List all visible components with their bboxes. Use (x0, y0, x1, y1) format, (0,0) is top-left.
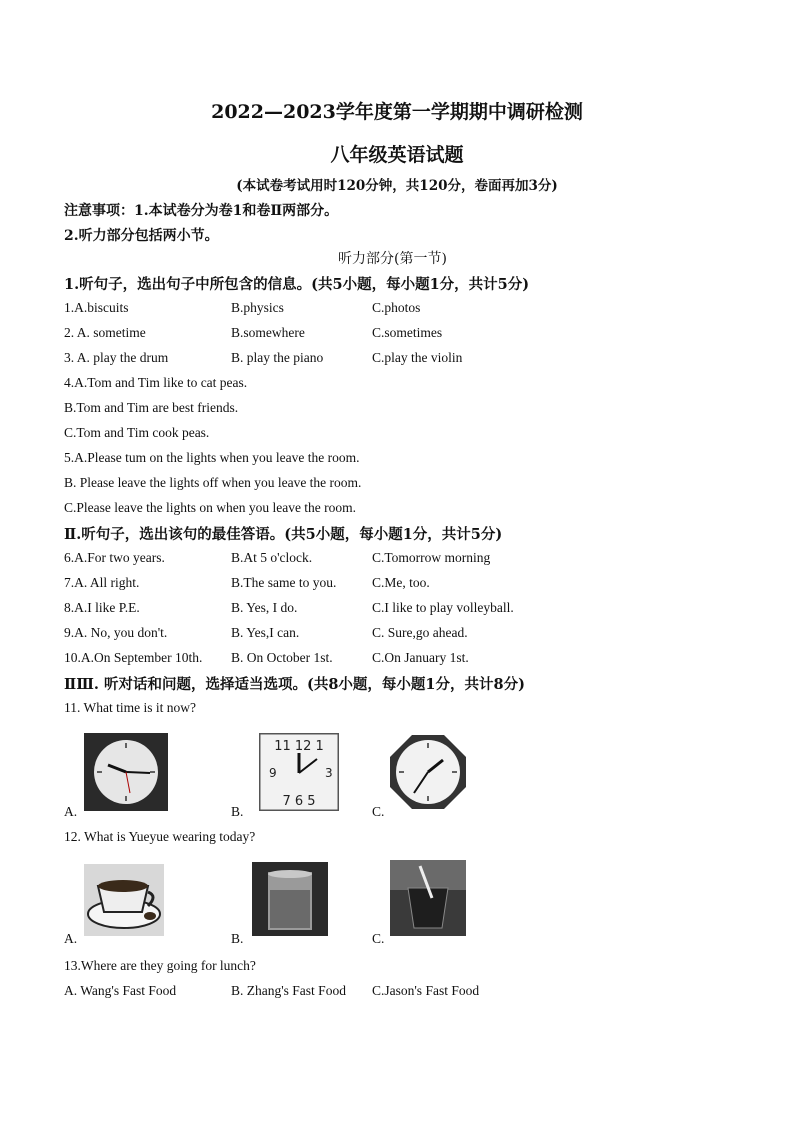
q10-option-b: B. On October 1st. (231, 650, 333, 665)
notice-line-1: 注意事项：1.本试卷分为卷1和卷Ⅱ两部分。 (64, 203, 339, 219)
q12-label-a: A. (64, 931, 78, 946)
q6-option-a: 6.A.For two years. (64, 550, 165, 565)
section-label: 听力部分(第一节) (338, 251, 447, 267)
q7-option-c: C.Me, too. (372, 575, 430, 590)
part1-heading: 1.听句子，选出句子中所包含的信息。(共5小题，每小题1分，共计5分) (64, 276, 530, 293)
svg-text:11 12 1: 11 12 1 (274, 739, 324, 754)
q2-option-c: C.sometimes (372, 325, 443, 340)
q5-option-c: C.Please leave the lights on when you leave the room. (64, 500, 357, 515)
q7-option-b: B.The same to you. (231, 575, 337, 590)
exam-title: 2022—2023学年度第一学期期中调研检测 (211, 101, 583, 123)
q2-option-b: B.somewhere (231, 325, 305, 340)
q3-option-c: C.play the violin (372, 350, 463, 365)
q11-label-c: C. (372, 804, 385, 819)
q2-option-a: 2. A. sometime (64, 325, 146, 340)
part3-heading: ⅡⅢ. 听对话和问题，选择适当选项。(共8小题，每小题1分，共计8分) (64, 676, 525, 693)
clock-picture-c (388, 733, 468, 811)
svg-text:7 6 5: 7 6 5 (282, 794, 316, 809)
juice-with-straw-picture (390, 860, 466, 936)
q13-option-b: B. Zhang's Fast Food (231, 983, 346, 998)
clock-picture-b (259, 733, 339, 811)
svg-text:9: 9 (269, 766, 277, 780)
q1-option-c: C.photos (372, 300, 421, 315)
q3-option-a: 3. A. play the drum (64, 350, 169, 365)
q13-question: 13.Where are they going for lunch? (64, 958, 256, 973)
q6-option-c: C.Tomorrow morning (372, 550, 491, 565)
svg-text:3: 3 (325, 766, 333, 780)
q10-option-c: C.On January 1st. (372, 650, 469, 665)
q9-option-b: B. Yes,I can. (231, 625, 300, 640)
q10-option-a: 10.A.On September 10th. (64, 650, 203, 665)
q11-label-a: A. (64, 804, 78, 819)
q8-option-b: B. Yes, I do. (231, 600, 298, 615)
q6-option-b: B.At 5 o'clock. (231, 550, 313, 565)
q12-question: 12. What is Yueyue wearing today? (64, 829, 256, 844)
exam-subtitle: 八年级英语试题 (330, 144, 464, 166)
time-note: (本试卷考试用时120分钟，共120分，卷面再加3分) (236, 178, 558, 194)
q11-label-b: B. (231, 804, 244, 819)
q11-question: 11. What time is it now? (64, 700, 196, 715)
q12-label-c: C. (372, 931, 385, 946)
q3-option-b: B. play the piano (231, 350, 324, 365)
q4-option-a: 4.A.Tom and Tim like to cat peas. (64, 375, 248, 390)
q9-option-a: 9.A. No, you don't. (64, 625, 168, 640)
q8-option-c: C.I like to play volleyball. (372, 600, 514, 615)
q4-option-b: B.Tom and Tim are best friends. (64, 400, 239, 415)
q5-option-b: B. Please leave the lights off when you leave the room. (64, 475, 362, 490)
q4-option-c: C.Tom and Tim cook peas. (64, 425, 210, 440)
part2-heading: Ⅱ.听句子，选出该句的最佳答语。(共5小题，每小题1分，共计5分) (64, 526, 503, 543)
q1-option-a: 1.A.biscuits (64, 300, 129, 315)
q5-option-a: 5.A.Please tum on the lights when you leave the room. (64, 450, 360, 465)
q1-option-b: B.physics (231, 300, 284, 315)
coffee-cup-picture (84, 864, 164, 936)
q9-option-c: C. Sure,go ahead. (372, 625, 468, 640)
q13-option-a: A. Wang's Fast Food (64, 983, 177, 998)
clock-picture-a (84, 733, 168, 811)
notice-line-2: 2.听力部分包括两小节。 (64, 228, 219, 244)
q7-option-a: 7.A. All right. (64, 575, 140, 590)
q8-option-a: 8.A.I like P.E. (64, 600, 140, 615)
q13-option-c: C.Jason's Fast Food (372, 983, 480, 998)
glass-of-water-picture (252, 862, 328, 936)
q12-label-b: B. (231, 931, 244, 946)
